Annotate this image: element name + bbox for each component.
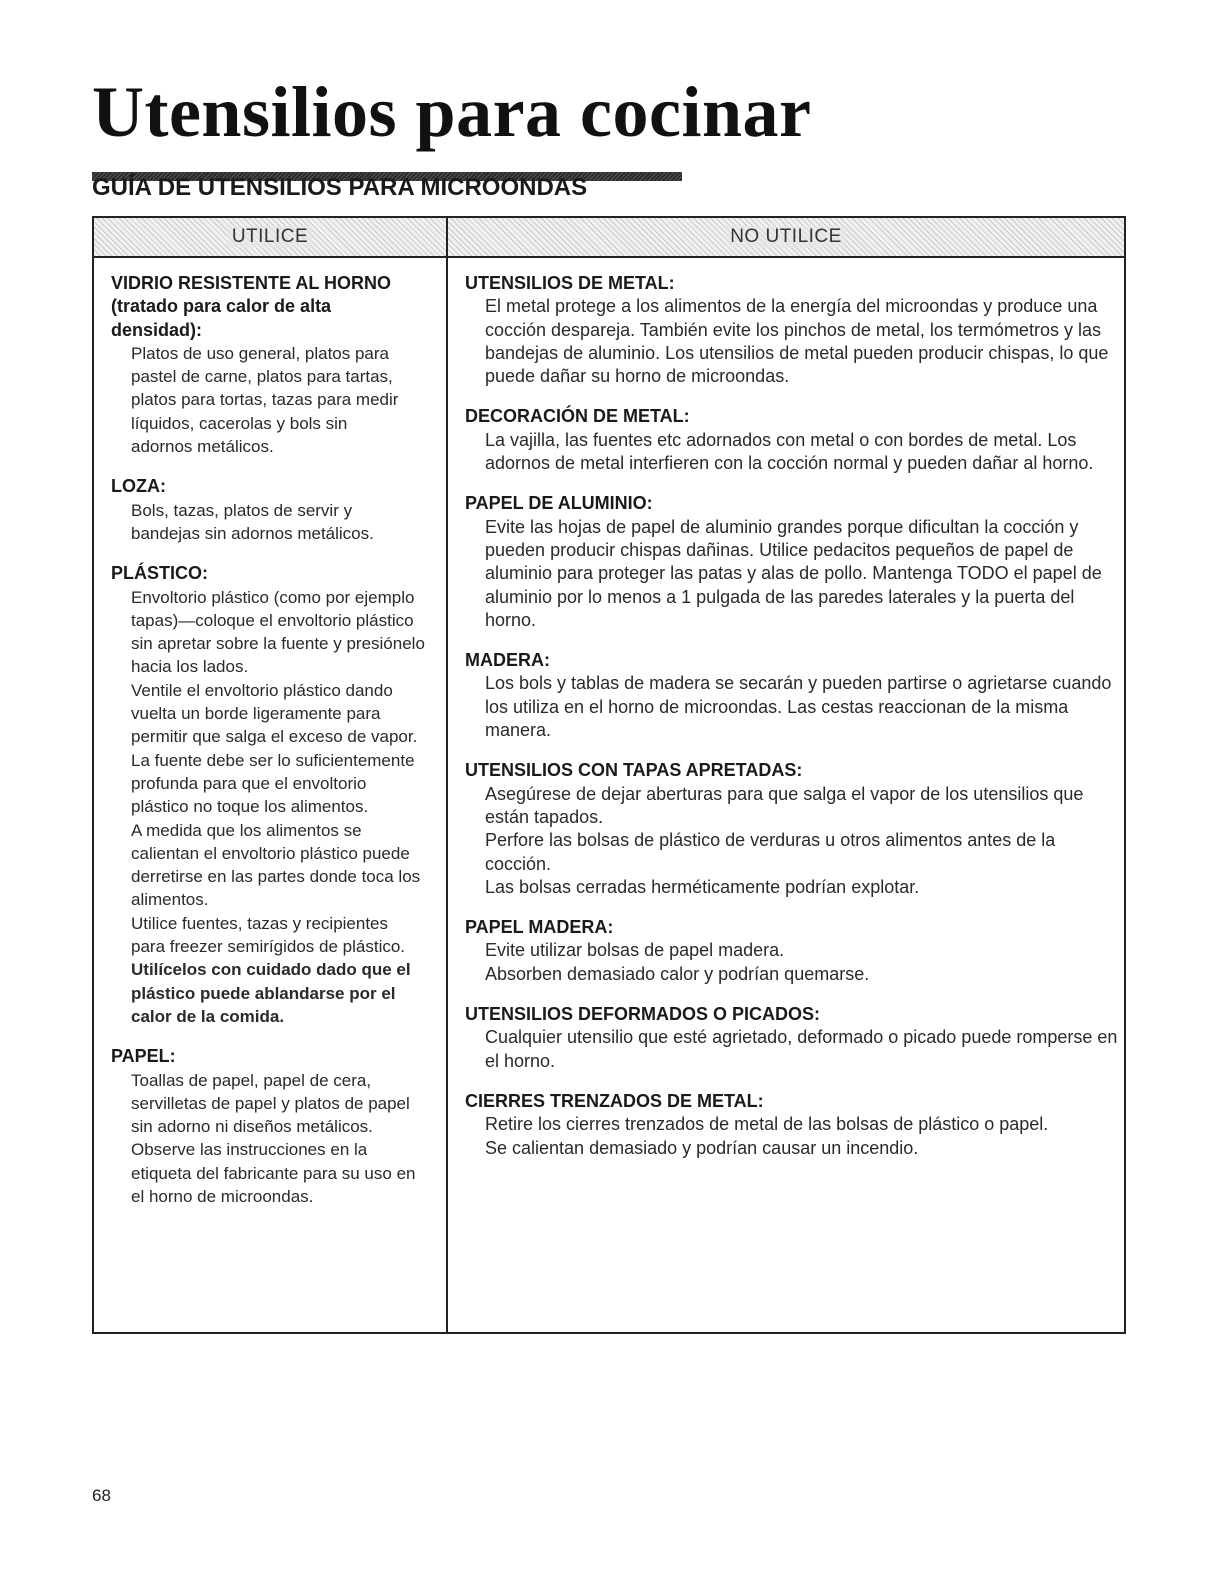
use-item-text: Toallas de papel, papel de cera, servilletas de papel y platos de papel sin adorno ni diseños metálicos. — [131, 1070, 410, 1137]
use-item-stoneware — [111, 475, 446, 545]
dont-use-item-text: Evite utilizar bolsas de papel madera. — [485, 940, 785, 961]
dont-use-header-label: NO UTILICE — [726, 226, 846, 248]
dont-use-item-damaged — [465, 1003, 1124, 1073]
dont-use-item-heading: DECORACIÓN DE METAL: — [465, 406, 690, 427]
dont-use-item-heading: CIERRES TRENZADOS DE METAL: — [465, 1090, 764, 1111]
dont-use-item-metal-trim — [465, 405, 1124, 475]
dont-use-item-heading: UTENSILIOS DEFORMADOS O PICADOS: — [465, 1004, 821, 1025]
use-item-heading: PAPEL: — [111, 1046, 176, 1067]
dont-use-item-text: Los bols y tablas de madera se secarán y pueden partirse o agrietarse cuando los utiliza en el horno de microondas. Las cestas reaccionan de la misma manera. — [485, 673, 1112, 741]
use-item-text: Platos de uso general, platos para pastel de carne, platos para tartas, platos para tortas, tazas para medir líquidos, cacerolas y bols sin adornos metálicos. — [131, 343, 399, 457]
use-item-text: Ventile el envoltorio plástico dando vuelta un borde ligeramente para permitir que salga el exceso de vapor. La fuente debe ser lo suficientemente profunda para que el envoltorio plástico no toque los alimentos. — [131, 680, 418, 817]
use-item-text: Envoltorio plástico (como por ejemplo tapas)—coloque el envoltorio plástico sin apretar sobre la fuente y presiónelo hacia los lados. — [131, 587, 425, 677]
section-subtitle: GUÍA DE UTENSILIOS PARA MICROONDAS — [92, 174, 588, 201]
dont-use-item-foil — [465, 492, 1124, 632]
use-item-text: Observe las instrucciones en la etiqueta del fabricante para su uso en el horno de microondas. — [131, 1140, 416, 1206]
use-item-heading: LOZA: — [111, 476, 166, 497]
page-number: 68 — [92, 1486, 111, 1505]
dont-use-item-heading: PAPEL DE ALUMINIO: — [465, 493, 653, 514]
use-item-paper — [111, 1045, 446, 1208]
use-item-glass — [111, 272, 446, 458]
dont-use-item-brown-paper — [465, 916, 1124, 986]
use-column — [94, 258, 446, 1332]
dont-use-item-tight-lids — [465, 759, 1124, 899]
dont-use-item-text: Cualquier utensilio que esté agrietado, deformado o picado puede romperse en el horno. — [485, 1027, 1118, 1071]
use-item-heading: PLÁSTICO: — [111, 563, 208, 584]
dont-use-item-text: Se calientan demasiado y podrían causar un incendio. — [485, 1137, 919, 1158]
utensils-guide-table — [92, 216, 1126, 1334]
dont-use-item-heading: PAPEL MADERA: — [465, 917, 614, 938]
dont-use-item-text: La vajilla, las fuentes etc adornados con metal o con bordes de metal. Los adornos de metal interfieren con la cocción normal y pueden dañar al horno. — [485, 429, 1094, 474]
dont-use-item-text: Las bolsas cerradas herméticamente podrían explotar. — [485, 876, 920, 897]
use-item-warning: Utilícelos con cuidado dado que el plástico puede ablandarse por el calor de la comida. — [131, 960, 411, 1026]
dont-use-item-text: Asegúrese de dejar aberturas para que salga el vapor de los utensilios que están tapados. — [485, 783, 1084, 827]
use-item-heading: VIDRIO RESISTENTE AL HORNO (tratado para calor de alta densidad): — [111, 273, 392, 340]
dont-use-item-text: Perfore las bolsas de plástico de verduras u otros alimentos antes de la cocción. — [485, 830, 1056, 874]
dont-use-item-text: Evite las hojas de papel de aluminio grandes porque dificultan la cocción y pueden producir chispas dañinas. Utilice pedacitos pequeños de papel de aluminio para proteger las patas y alas de pollo. Mantenga TODO el papel de aluminio por lo menos a 1 pulgada de las paredes laterales y la puerta del horno. — [485, 516, 1102, 630]
dont-use-item-heading: UTENSILIOS DE METAL: — [465, 273, 675, 293]
dont-use-item-text: Absorben demasiado calor y podrían quemarse. — [485, 963, 870, 984]
use-item-text: Utilice fuentes, tazas y recipientes para freezer semirígidos de plástico. — [131, 913, 406, 957]
page-title: Utensilios para cocinar — [92, 72, 812, 152]
dont-use-item-twist-ties — [465, 1090, 1124, 1160]
dont-use-item-wood — [465, 649, 1124, 742]
dont-use-item-text: Retire los cierres trenzados de metal de las bolsas de plástico o papel. — [485, 1114, 1049, 1135]
dont-use-item-heading: UTENSILIOS CON TAPAS APRETADAS: — [465, 760, 803, 781]
dont-use-item-text: El metal protege a los alimentos de la energía del microondas y produce una cocción despareja. También evite los pinchos de metal, los termómetros y las bandejas de aluminio. Los utensilios de metal pueden producir chispas, lo que puede dañar su horno de microondas. — [485, 296, 1109, 387]
dont-use-item-metal — [465, 272, 1124, 388]
use-column-header — [94, 218, 446, 258]
use-item-plastic — [111, 562, 446, 1028]
use-header-label: UTILICE — [228, 226, 312, 248]
dont-use-column-header — [448, 218, 1124, 258]
dont-use-column — [448, 258, 1124, 1332]
use-item-text: A medida que los alimentos se calientan el envoltorio plástico puede derretirse en las partes donde toca los alimentos. — [131, 820, 421, 910]
dont-use-item-heading: MADERA: — [465, 650, 550, 671]
use-item-text: Bols, tazas, platos de servir y bandejas sin adornos metálicos. — [131, 500, 374, 543]
